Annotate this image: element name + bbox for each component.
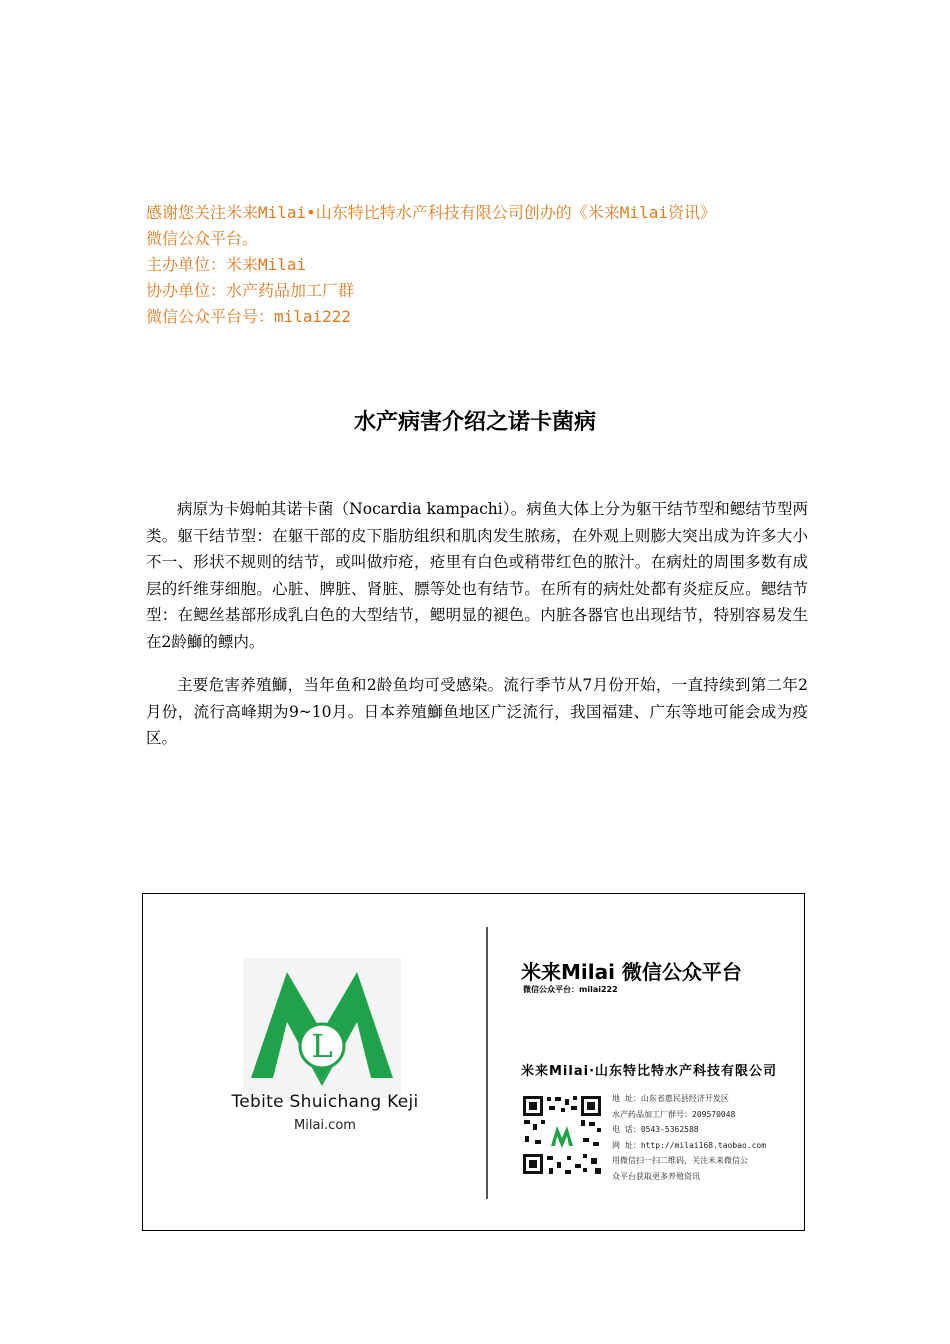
article-title: 水产病害介绍之诺卡菌病 bbox=[353, 410, 596, 435]
intro-line: 微信公众平台号：milai222 bbox=[146, 307, 352, 326]
logo-site: Milai.com bbox=[294, 1118, 356, 1133]
qr-code-icon bbox=[521, 1094, 603, 1176]
logo-mountain-icon bbox=[243, 958, 401, 1098]
intro-line: 主办单位：米来Milai bbox=[146, 255, 307, 274]
intro-line: 协办单位：水产药品加工厂群 bbox=[146, 281, 355, 300]
intro-line: 感谢您关注米来Milai•山东特比特水产科技有限公司创办的《米来Milai资讯》 bbox=[146, 203, 716, 222]
logo-name: Tebite Shuichang Keji bbox=[231, 1092, 419, 1112]
info-line: 网 址：http://milai168.taobao.com bbox=[612, 1140, 767, 1150]
info-line: 用微信扫一扫二维码，关注米来微信公 bbox=[612, 1156, 748, 1165]
platform-id: 微信公众平台：milai222 bbox=[523, 985, 618, 994]
info-line: 水产药品加工厂群号：209570048 bbox=[612, 1109, 736, 1119]
intro-block bbox=[146, 200, 816, 330]
info-line: 电 话：0543-5362588 bbox=[612, 1125, 699, 1134]
intro-line: 微信公众平台。 bbox=[146, 229, 259, 248]
business-card bbox=[142, 893, 805, 1231]
article-paragraph: 病原为卡姆帕其诺卡菌（Nocardia kampachi）。病鱼大体上分为躯干结节型和鳃结节型两类。躯干结节型：在躯干部的皮下脂肪组织和肌肉发生脓疡，在外观上则膨大突出成为许多大小不一、形状不规则的结节，或叫做疖疮，疮里有白色或稍带红色的脓汁。在病灶的周围多数有成层的纤维芽细胞。心脏、脾脏、肾脏、膘等处也有结节。在所有的病灶处都有炎症反应。鳃结节型：在鳃丝基部形成乳白色的大型结节，鳃明显的褪色。内脏各器官也出现结节，特别容易发生在2龄鰤的鳔内。 bbox=[146, 500, 808, 651]
platform-title: 米来Milai 微信公众平台 bbox=[521, 960, 742, 984]
milai-logo bbox=[243, 958, 401, 1098]
article-paragraph: 主要危害养殖鰤，当年鱼和2龄鱼均可受感染。流行季节从7月份开始，一直持续到第二年2月份，流行高峰期为9~10月。日本养殖鰤鱼地区广泛流行，我国福建、广东等地可能会成为疫区。 bbox=[146, 676, 808, 747]
card-divider bbox=[486, 927, 488, 1199]
logo-letter: L bbox=[311, 1027, 333, 1065]
info-line: 众平台获取更多养殖资讯 bbox=[612, 1171, 700, 1181]
company-name: 米来Milai·山东特比特水产科技有限公司 bbox=[521, 1064, 778, 1079]
logo-caption bbox=[195, 1092, 455, 1133]
contact-info bbox=[612, 1091, 766, 1184]
info-line: 地 址：山东省惠民县经济开发区 bbox=[612, 1094, 729, 1103]
